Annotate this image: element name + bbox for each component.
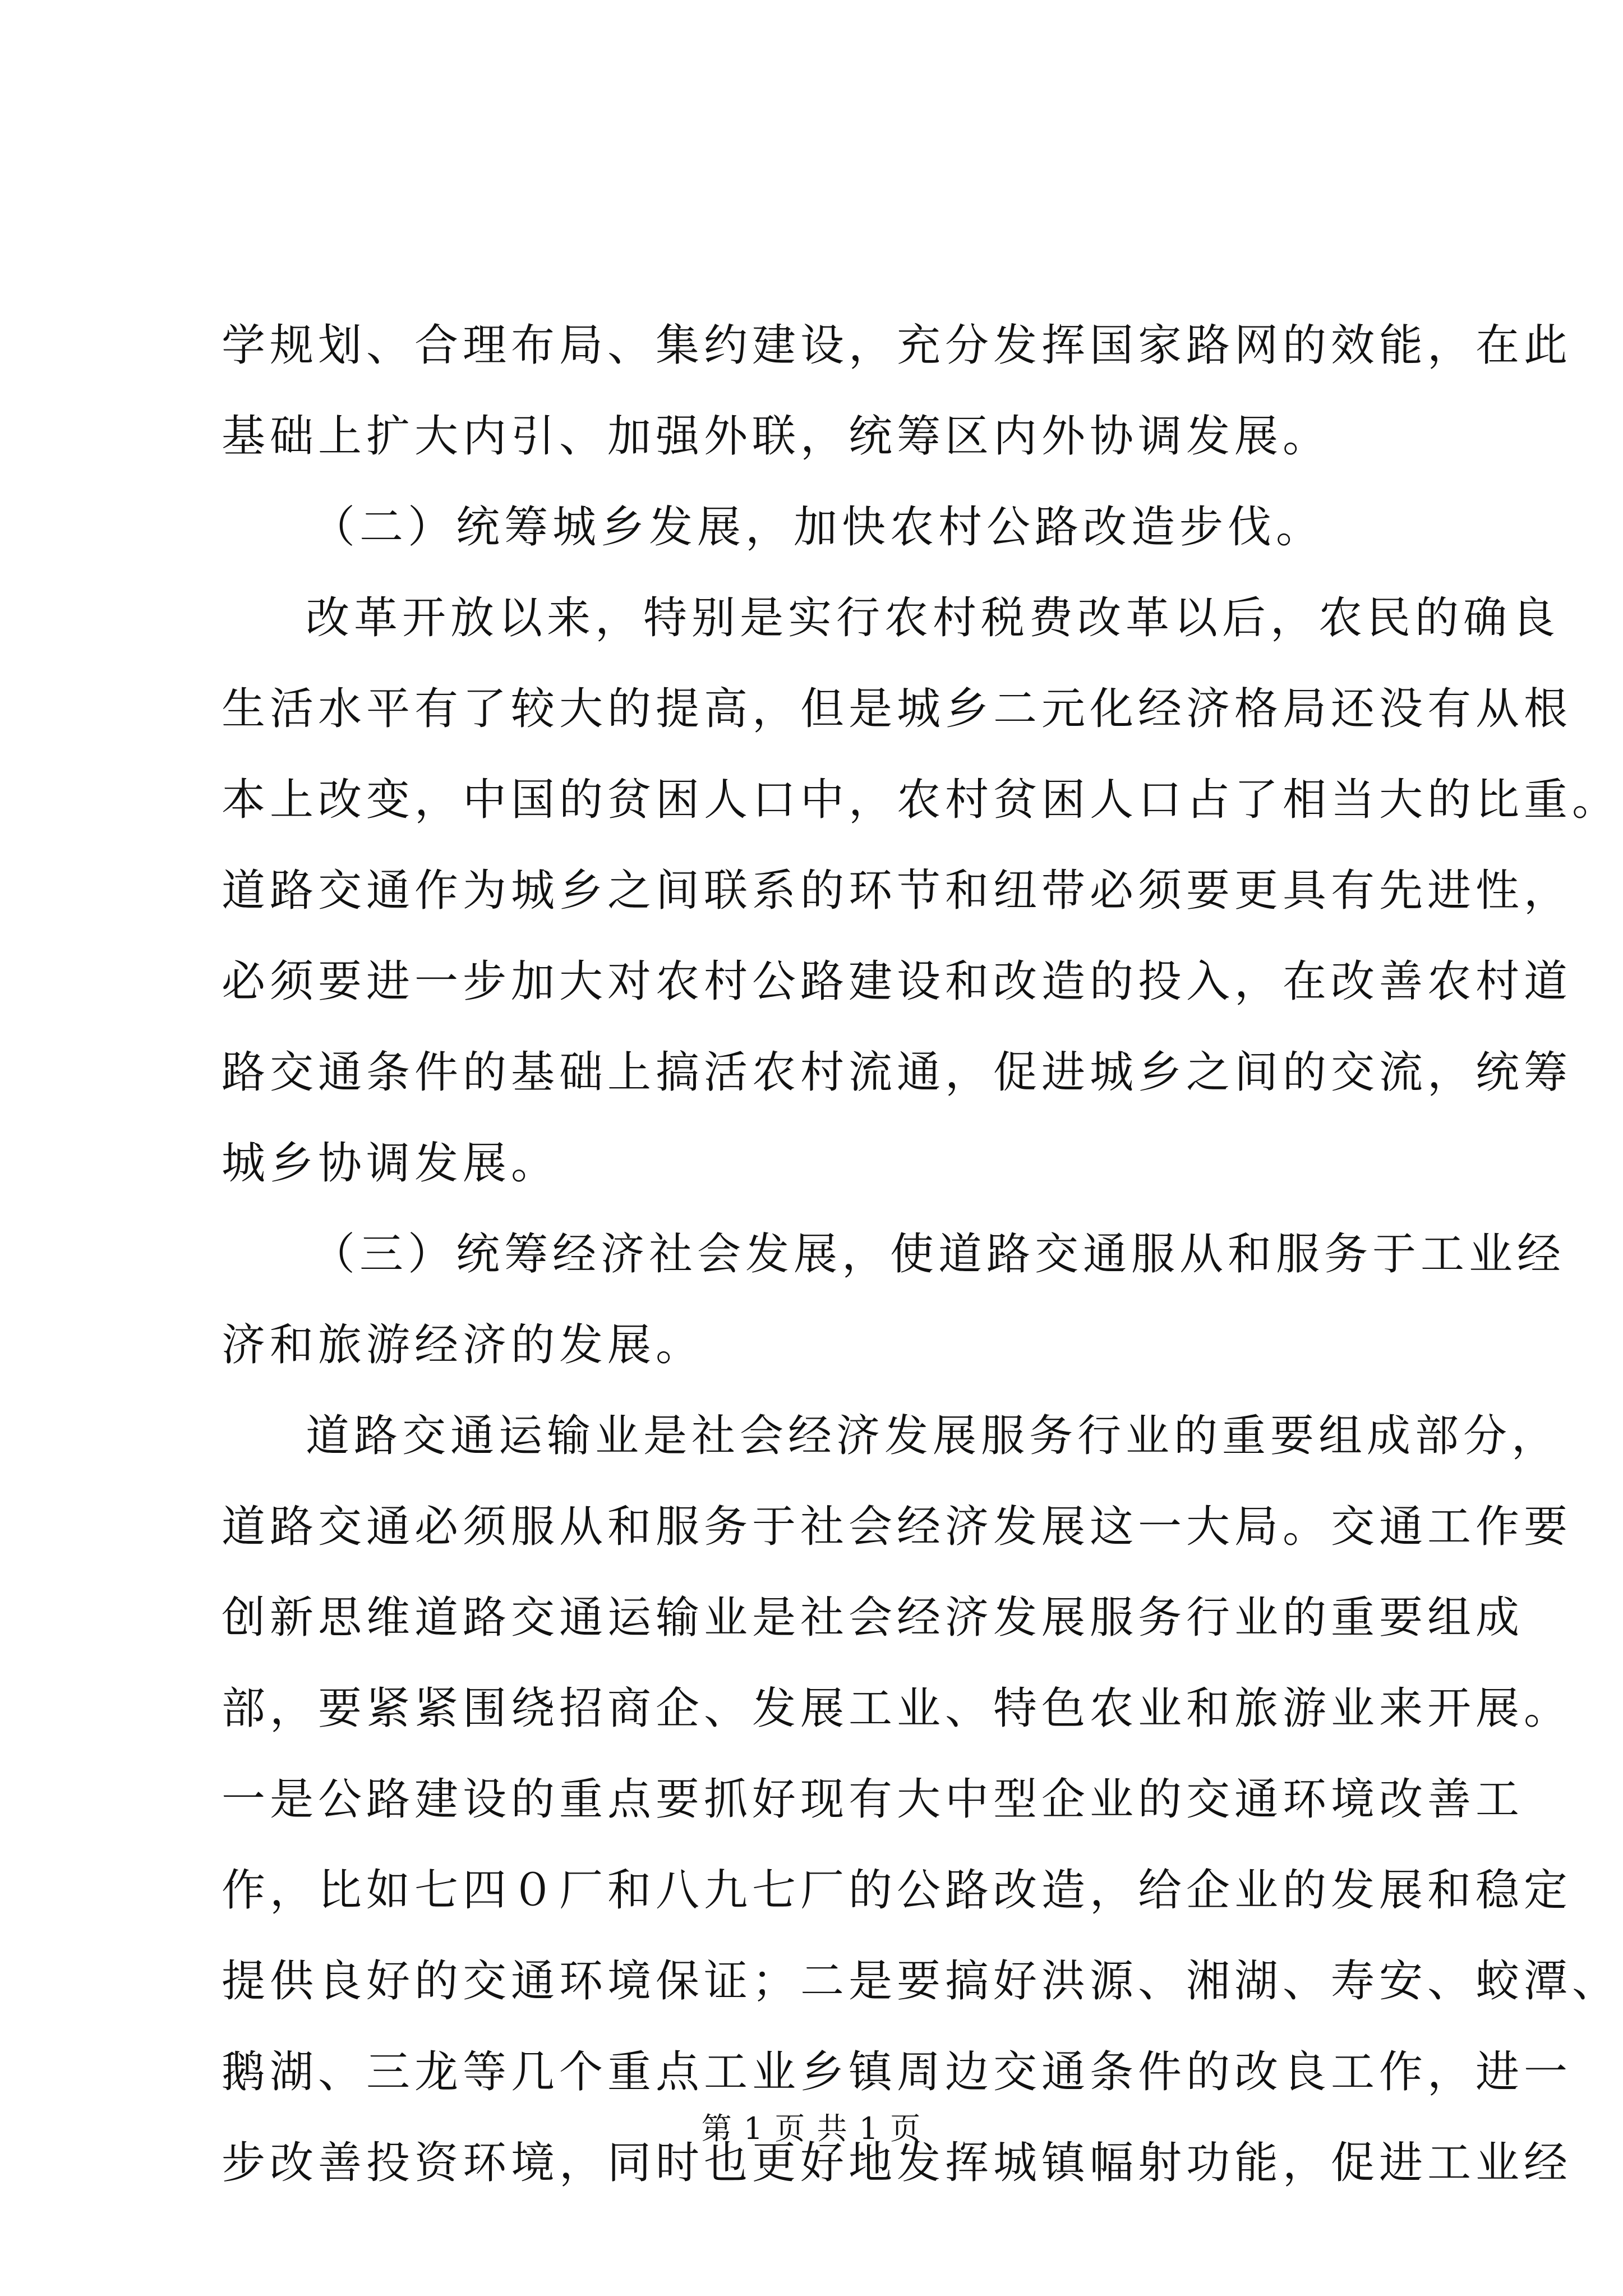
text-line: 生活水平有了较大的提高，但是城乡二元化经济格局还没有从根 [222,684,1573,734]
text-line: 创新思维道路交通运输业是社会经济发展服务行业的重要组成 [222,1593,1524,1643]
text-line: 路交通条件的基础上搞活农村流通，促进城乡之间的交流，统筹 [222,1047,1573,1098]
section-heading: （三）统筹经济社会发展，使道路交通服从和服务于工业经 [311,1229,1566,1280]
text-line: 一是公路建设的重点要抓好现有大中型企业的交通环境改善工 [222,1774,1524,1825]
text-line: 道路交通运输业是社会经济发展服务行业的重要组成部分， [306,1411,1560,1461]
text-line: 城乡协调发展。 [222,1138,560,1189]
body-text [222,300,1621,2208]
text-line: 提供良好的交通环境保证；二是要搞好洪源、湘湖、寿安、蛟潭、 [222,1956,1621,2007]
page-footer [0,2109,1623,2148]
text-line: 改革开放以来，特别是实行农村税费改革以后，农民的确良 [306,593,1560,643]
text-line: 学规划、合理布局、集约建设，充分发挥国家路网的效能，在此 [222,320,1573,371]
text-line: 作，比如七四０厂和八九七厂的公路改造，给企业的发展和稳定 [222,1865,1573,1916]
text-line: 道路交通必须服从和服务于社会经济发展这一大局。交通工作要 [222,1502,1573,1552]
text-line: 步改善投资环境，同时也更好地发挥城镇幅射功能，促进工业经 [222,2138,1573,2188]
text-line: 道路交通作为城乡之间联系的环节和纽带必须要更具有先进性， [222,866,1573,916]
page-number-label: 第 1 页 共 1 页 [701,2111,922,2146]
text-line: 鹅湖、三龙等几个重点工业乡镇周边交通条件的改良工作，进一 [222,2047,1573,2097]
text-line: 济和旅游经济的发展。 [222,1320,704,1370]
section-heading: （二）统筹城乡发展，加快农村公路改造步伐。 [311,502,1325,553]
text-line: 部，要紧紧围绕招商企、发展工业、特色农业和旅游业来开展。 [222,1683,1573,1734]
text-line: 必须要进一步加大对农村公路建设和改造的投入，在改善农村道 [222,956,1573,1007]
text-line: 本上改变，中国的贫困人口中，农村贫困人口占了相当大的比重。 [222,775,1621,825]
text-line: 基础上扩大内引、加强外联，统筹区内外协调发展。 [222,411,1331,462]
